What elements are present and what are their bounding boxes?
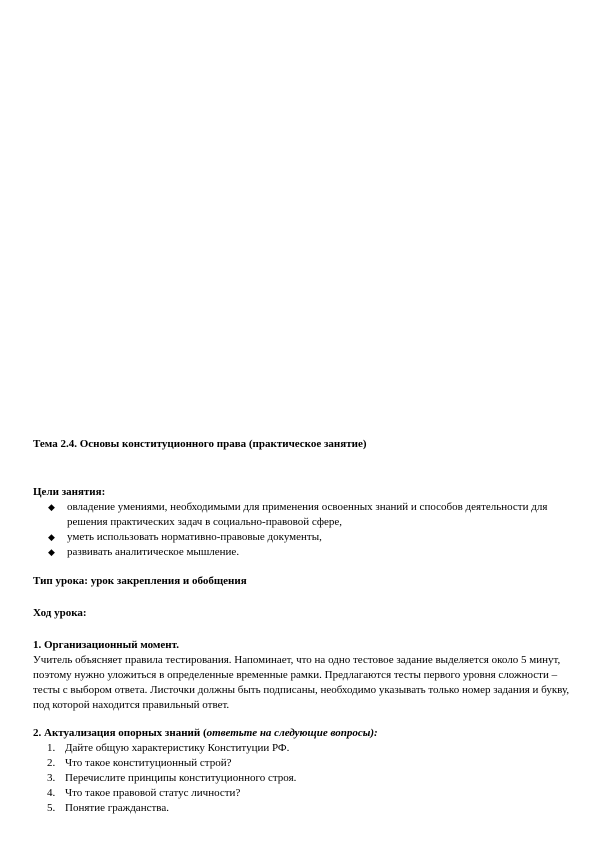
list-item [33, 801, 573, 816]
item-number: 1. [47, 742, 56, 754]
question-text: Понятие гражданства. [65, 802, 169, 814]
list-item [33, 545, 573, 560]
item-number: 3. [47, 772, 56, 784]
goals-section [33, 485, 573, 560]
question-text: Дайте общую характеристику Конституции РФ. [65, 742, 290, 754]
goals-list [33, 500, 573, 560]
bullet-icon: ◆ [48, 502, 55, 512]
question-text: Что такое конституционный строй? [65, 757, 232, 769]
questions-list [33, 741, 573, 816]
item-number: 4. [47, 787, 56, 799]
actualization-heading-italic: ответьте на следующие вопросы): [206, 727, 378, 739]
topic-title: Тема 2.4. Основы конституционного права (практическое занятие) [33, 438, 367, 450]
org-moment-heading: 1. Организационный момент. [33, 639, 179, 651]
lesson-type: Тип урока: урок закрепления и обобщения [33, 575, 247, 587]
list-item [33, 786, 573, 801]
item-number: 5. [47, 802, 56, 814]
list-item [33, 741, 573, 756]
actualization-section [33, 726, 573, 816]
bullet-icon: ◆ [48, 547, 55, 557]
goals-heading: Цели занятия: [33, 486, 106, 498]
org-moment-section [33, 638, 573, 713]
item-number: 2. [47, 757, 56, 769]
question-text: Перечислите принципы конституционного строя. [65, 772, 297, 784]
bullet-icon: ◆ [48, 532, 55, 542]
actualization-heading-text: 2. Актуализация опорных знаний ( [33, 727, 207, 739]
list-item [33, 500, 573, 530]
list-item [33, 756, 573, 771]
lesson-flow-heading: Ход урока: [33, 607, 87, 619]
question-text: Что такое правовой статус личности? [65, 787, 241, 799]
goal-text: овладение умениями, необходимыми для применения освоенных знаний и способов деятельности для решения практических задач в социально-правовой сфере, [67, 501, 548, 528]
actualization-heading [33, 726, 573, 741]
org-moment-text: Учитель объясняет правила тестирования. Напоминает, что на одно тестовое задание выделяется около 5 минут, поэтому нужно уложиться в определенные временные рамки. Предлагаются тесты первого уровня сложности – тесты с выбором ответа. Листочки должны быть подписаны, необходимо указывать только номер задания и букву, под которой находится правильный ответ. [33, 654, 570, 711]
list-item [33, 771, 573, 786]
goal-text: уметь использовать нормативно-правовые документы, [67, 531, 322, 543]
goal-text: развивать аналитическое мышление. [67, 546, 240, 558]
list-item [33, 530, 573, 545]
